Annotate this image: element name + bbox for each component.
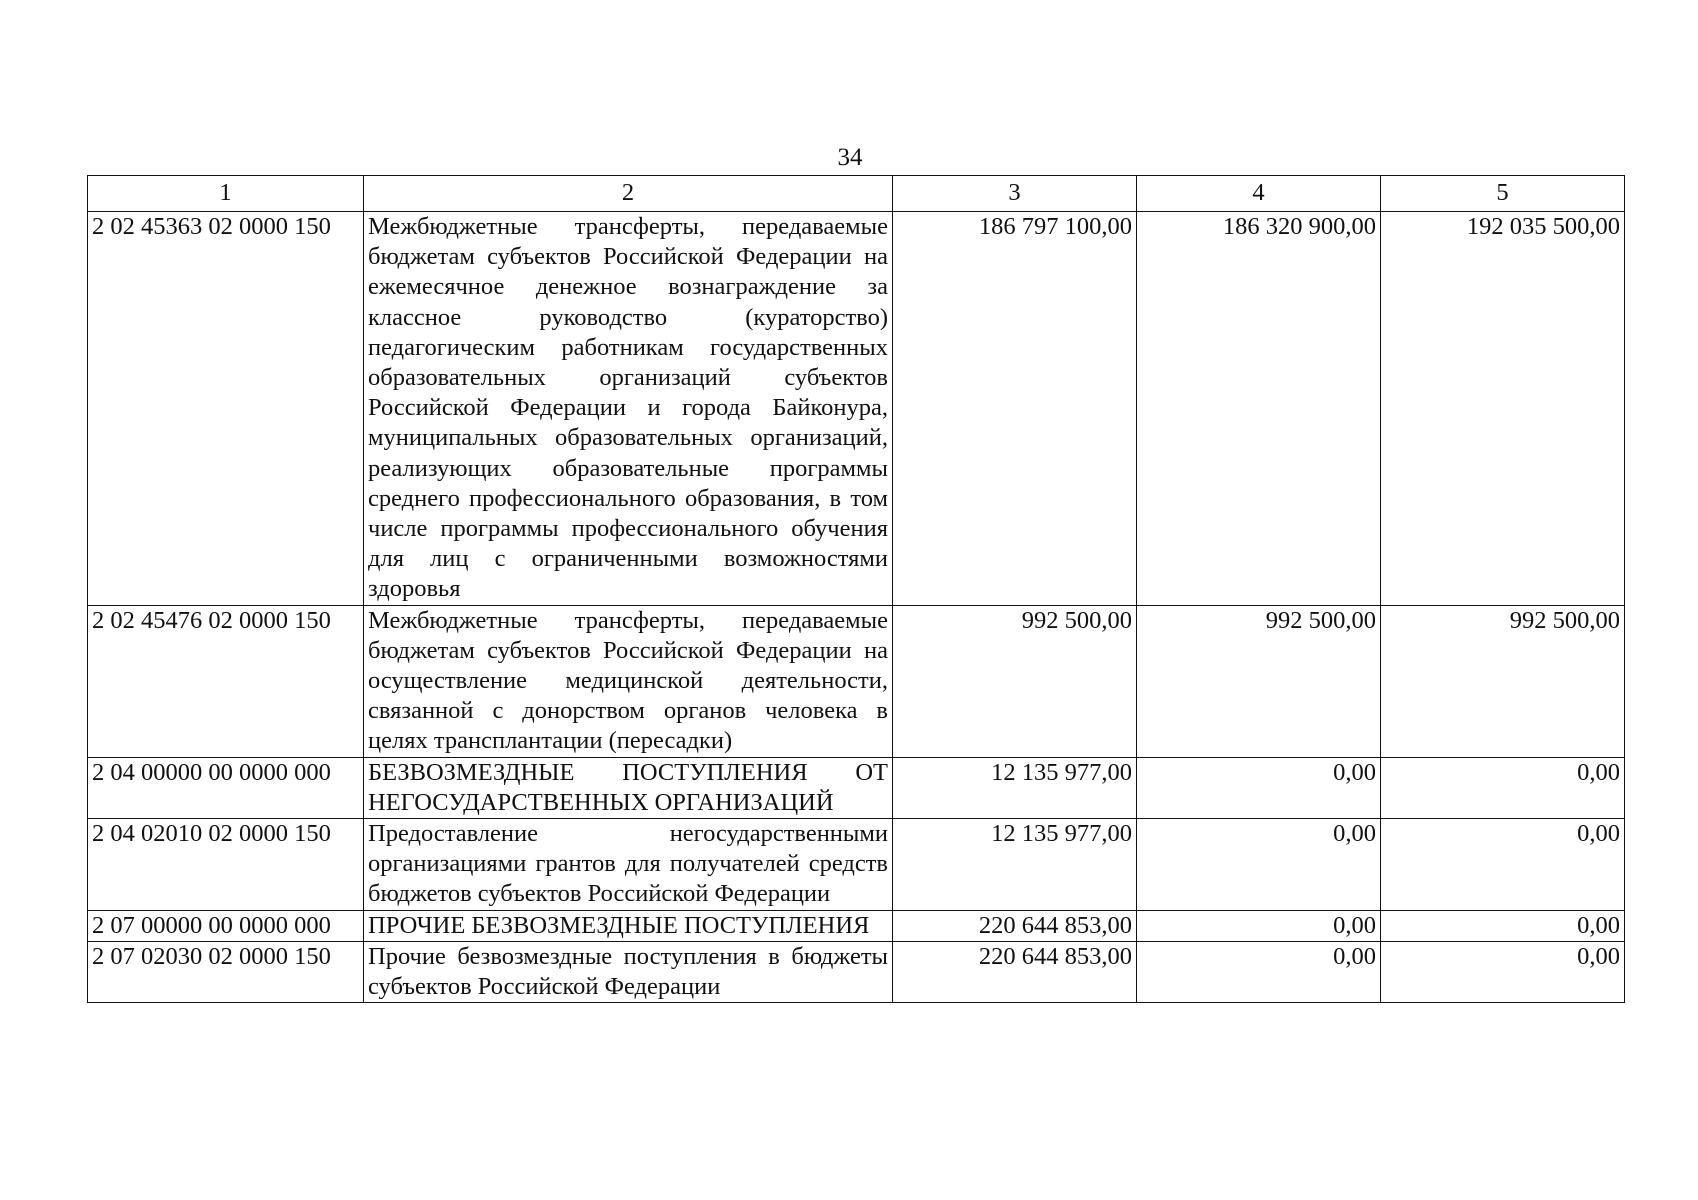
- budget-revenue-table: [87, 175, 1625, 1003]
- table-row: [88, 212, 1625, 606]
- amount-col-5-cell: 0,00: [1381, 819, 1625, 911]
- budget-code-cell: 2 02 45363 02 0000 150: [88, 212, 364, 606]
- budget-code-cell: 2 07 02030 02 0000 150: [88, 941, 364, 1002]
- amount-col-5-cell: 0,00: [1381, 910, 1625, 941]
- header-col-5: 5: [1381, 176, 1625, 212]
- table-row: [88, 757, 1625, 818]
- amount-col-5-cell: 0,00: [1381, 941, 1625, 1002]
- amount-col-3-cell: 12 135 977,00: [893, 819, 1137, 911]
- description-cell: ПРОЧИЕ БЕЗВОЗМЕЗДНЫЕ ПОСТУПЛЕНИЯ: [364, 910, 893, 941]
- amount-col-4-cell: 0,00: [1137, 757, 1381, 818]
- description-cell: Межбюджетные трансферты, передаваемые бюджетам субъектов Российской Федерации на осуществление медицинской деятельности, связанной с донорством органов человека в целях трансплантации (пересадки): [364, 605, 893, 757]
- amount-col-4-cell: 0,00: [1137, 910, 1381, 941]
- amount-col-4-cell: 186 320 900,00: [1137, 212, 1381, 606]
- amount-col-3-cell: 220 644 853,00: [893, 941, 1137, 1002]
- budget-code-cell: 2 04 02010 02 0000 150: [88, 819, 364, 911]
- amount-col-3-cell: 992 500,00: [893, 605, 1137, 757]
- amount-col-4-cell: 992 500,00: [1137, 605, 1381, 757]
- table-header-row: [88, 176, 1625, 212]
- page-number: 34: [837, 144, 863, 171]
- header-col-1: 1: [88, 176, 364, 212]
- header-col-4: 4: [1137, 176, 1381, 212]
- amount-col-3-cell: 186 797 100,00: [893, 212, 1137, 606]
- amount-col-3-cell: 220 644 853,00: [893, 910, 1137, 941]
- amount-col-5-cell: 192 035 500,00: [1381, 212, 1625, 606]
- amount-col-3-cell: 12 135 977,00: [893, 757, 1137, 818]
- table-row: [88, 941, 1625, 1002]
- table-row: [88, 910, 1625, 941]
- budget-code-cell: 2 04 00000 00 0000 000: [88, 757, 364, 818]
- header-col-3: 3: [893, 176, 1137, 212]
- amount-col-5-cell: 992 500,00: [1381, 605, 1625, 757]
- amount-col-5-cell: 0,00: [1381, 757, 1625, 818]
- header-col-2: 2: [364, 176, 893, 212]
- amount-col-4-cell: 0,00: [1137, 941, 1381, 1002]
- table-row: [88, 819, 1625, 911]
- description-cell: Предоставление негосударственными организациями грантов для получателей средств бюджетов субъектов Российской Федерации: [364, 819, 893, 911]
- budget-code-cell: 2 02 45476 02 0000 150: [88, 605, 364, 757]
- description-cell: Межбюджетные трансферты, передаваемые бюджетам субъектов Российской Федерации на ежемесячное денежное вознаграждение за классное руководство (кураторство) педагогическим работникам государственных образовательных организаций субъектов Российской Федерации и города Байконура, муниципальных образовательных организаций, реализующих образовательные программы среднего профессионального образования, в том числе программы профессионального обучения для лиц с ограниченными возможностями здоровья: [364, 212, 893, 606]
- description-cell: БЕЗВОЗМЕЗДНЫЕ ПОСТУПЛЕНИЯ ОТ НЕГОСУДАРСТВЕННЫХ ОРГАНИЗАЦИЙ: [364, 757, 893, 818]
- table-row: [88, 605, 1625, 757]
- budget-code-cell: 2 07 00000 00 0000 000: [88, 910, 364, 941]
- amount-col-4-cell: 0,00: [1137, 819, 1381, 911]
- description-cell: Прочие безвозмездные поступления в бюджеты субъектов Российской Федерации: [364, 941, 893, 1002]
